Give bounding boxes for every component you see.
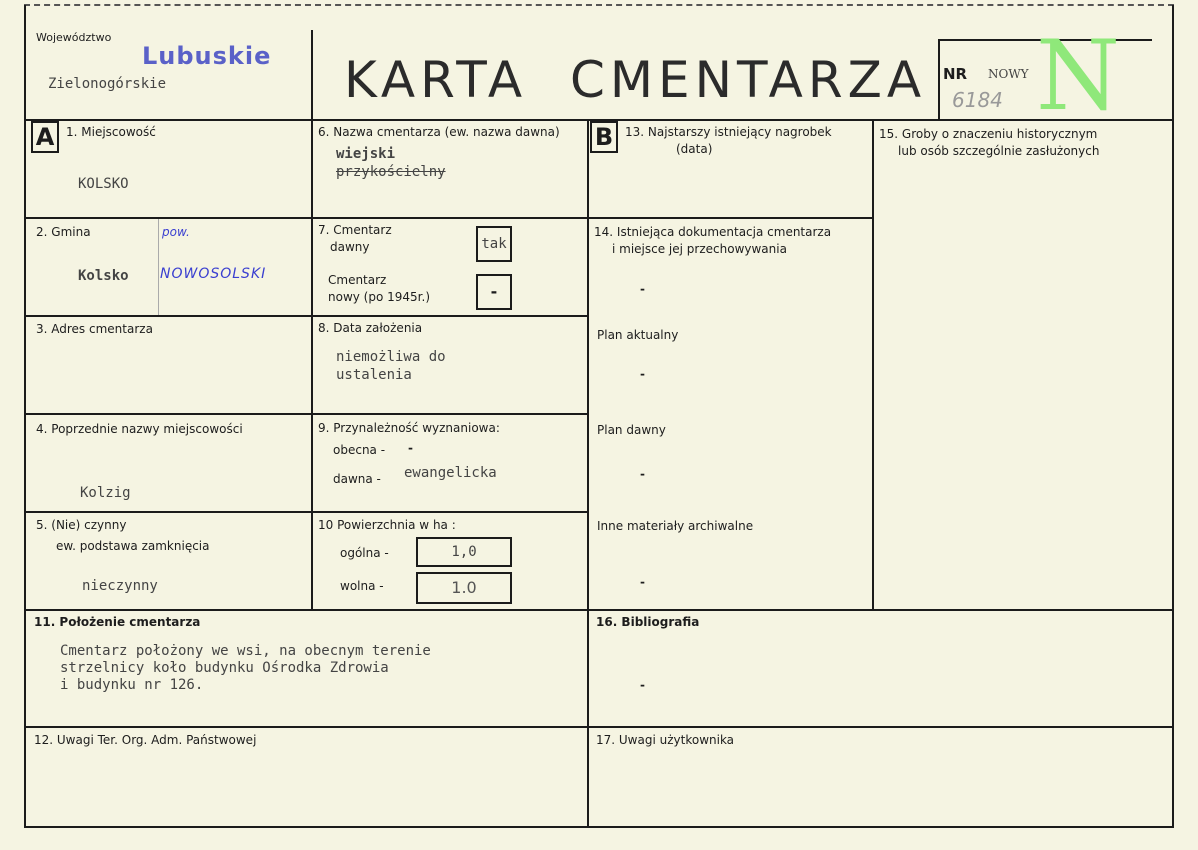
field-10-wolna-label: wolna -	[340, 579, 384, 593]
divider	[587, 119, 589, 827]
inne-materialy-value: -	[640, 575, 645, 589]
field-5-value: nieczynny	[82, 578, 158, 594]
divider	[24, 609, 1174, 611]
frame-left	[24, 5, 26, 828]
field-9-dawna-value: ewangelicka	[404, 465, 497, 481]
divider	[24, 511, 588, 513]
nr-type: NOWY	[988, 67, 1029, 81]
frame-right	[1172, 5, 1174, 828]
field-1-label: 1. Miejscowość	[66, 125, 156, 139]
field-6-label: 6. Nazwa cmentarza (ew. nazwa dawna)	[318, 125, 560, 139]
field-10-wolna-value: 1.0	[416, 572, 512, 604]
field-17-label: 17. Uwagi użytkownika	[596, 733, 735, 747]
powiat-label: pow.	[162, 225, 190, 239]
field-6-old-value: przykościelny	[336, 164, 446, 180]
field-8-value-1: niemożliwa do	[336, 349, 446, 365]
wojewodztwo-label: Województwo	[36, 31, 112, 44]
field-10-ogolna-value: 1,0	[416, 537, 512, 567]
plan-aktualny-value: -	[640, 367, 645, 381]
field-14-sub: i miejsce jej przechowywania	[612, 242, 787, 256]
divider	[311, 30, 313, 610]
field-11-label: 11. Położenie cmentarza	[34, 615, 201, 629]
field-13-sub: (data)	[676, 142, 713, 156]
field-4-value: Kolzig	[80, 485, 131, 501]
powiat-value: NOWOSOLSKI	[160, 266, 267, 282]
divider	[24, 315, 588, 317]
field-16-label: 16. Bibliografia	[596, 615, 700, 629]
nr-value: 6184	[952, 88, 1003, 112]
divider	[24, 413, 588, 415]
field-10-ogolna-label: ogólna -	[340, 546, 389, 560]
divider	[24, 217, 874, 219]
wojewodztwo-old: Zielonogórskie	[48, 76, 167, 92]
field-7-label: 7. Cmentarz	[318, 223, 392, 237]
plan-dawny-value: -	[640, 467, 645, 481]
field-5-sub: ew. podstawa zamknięcia	[56, 539, 210, 553]
inne-materialy-label: Inne materiały archiwalne	[597, 519, 754, 533]
field-1-value: KOLSKO	[78, 176, 129, 192]
divider	[24, 726, 1174, 728]
field-2-label: 2. Gmina	[36, 225, 91, 239]
field-12-label: 12. Uwagi Ter. Org. Adm. Państwowej	[34, 733, 257, 747]
plan-aktualny-label: Plan aktualny	[597, 328, 679, 342]
nr-box-left	[938, 39, 940, 120]
plan-dawny-label: Plan dawny	[597, 423, 666, 437]
field-3-label: 3. Adres cmentarza	[36, 322, 153, 336]
section-a-badge: A	[31, 121, 59, 153]
section-b-badge: B	[590, 121, 618, 153]
field-11-line-3: i budynku nr 126.	[60, 677, 204, 693]
page-title: KARTA CMENTARZA	[344, 51, 927, 109]
field-4-label: 4. Poprzednie nazwy miejscowości	[36, 422, 243, 436]
frame-bottom	[24, 826, 1174, 828]
field-9-label: 9. Przynależność wyznaniowa:	[318, 421, 500, 435]
field-6-value: wiejski	[336, 146, 396, 162]
field-15-label: 15. Groby o znaczeniu historycznym	[879, 127, 1098, 141]
field-9-obecna-label: obecna -	[333, 443, 386, 457]
field-14-value: -	[640, 282, 645, 296]
field-13-label: 13. Najstarszy istniejący nagrobek	[625, 125, 832, 139]
field-11-line-1: Cmentarz położony we wsi, na obecnym terenie	[60, 643, 431, 659]
wojewodztwo-stamp: Lubuskie	[142, 42, 272, 70]
field-8-label: 8. Data założenia	[318, 321, 423, 335]
field-16-value: -	[640, 678, 645, 692]
field-11-line-2: strzelnicy koło budynku Ośrodka Zdrowia	[60, 660, 389, 676]
highlight-mark: N	[1036, 20, 1120, 132]
field-10-label: 10 Powierzchnia w ha :	[318, 518, 456, 532]
field-14-label: 14. Istniejąca dokumentacja cmentarza	[594, 225, 832, 239]
field-7-dawny: dawny	[330, 240, 370, 254]
divider	[158, 219, 159, 315]
field-7-nowy: nowy (po 1945r.)	[328, 290, 430, 304]
field-5-label: 5. (Nie) czynny	[36, 518, 127, 532]
cmentarz-dawny-box: tak	[476, 226, 512, 262]
divider	[872, 119, 874, 610]
field-2-value: Kolsko	[78, 268, 129, 284]
field-8-value-2: ustalenia	[336, 367, 412, 383]
top-edge	[24, 4, 1174, 6]
field-9-dawna-label: dawna -	[333, 472, 381, 486]
nr-label: NR	[943, 65, 968, 83]
field-9-obecna-value: -	[408, 441, 413, 455]
field-15-sub: lub osób szczególnie zasłużonych	[898, 144, 1100, 158]
cmentarz-nowy-box: -	[476, 274, 512, 310]
field-7-cmentarz: Cmentarz	[328, 273, 387, 287]
